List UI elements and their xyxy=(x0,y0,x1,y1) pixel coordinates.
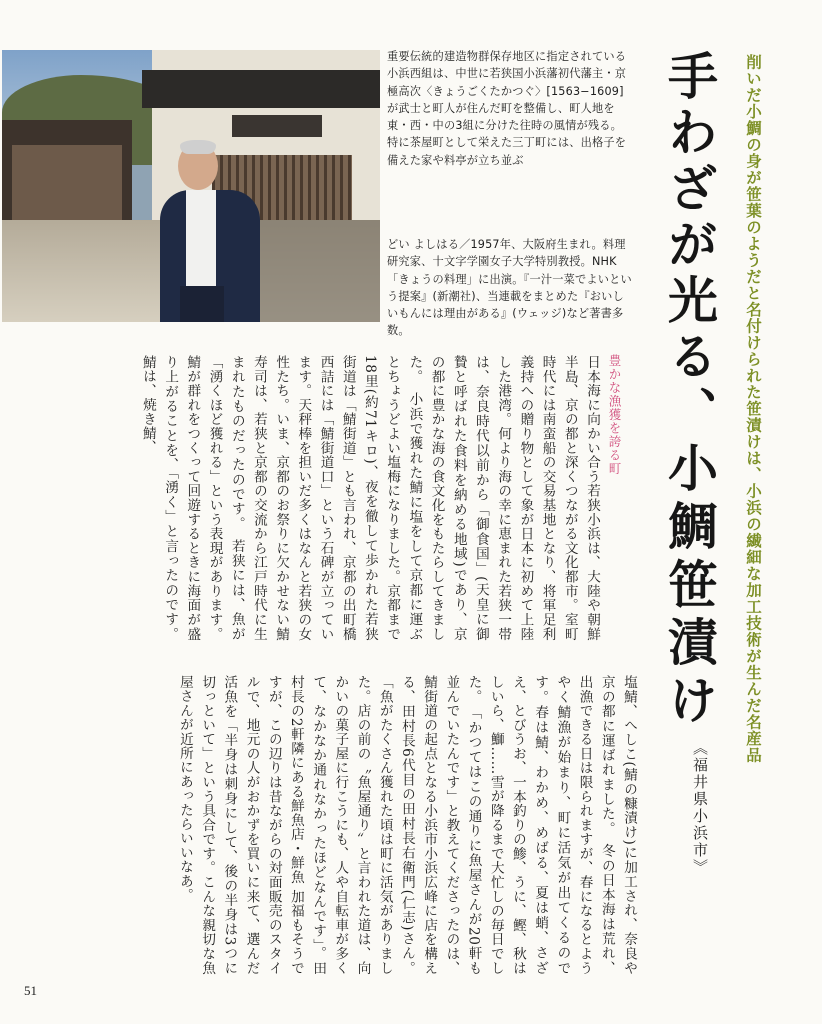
location-label: 《福井県小浜市》 xyxy=(691,740,709,876)
page-number: 51 xyxy=(24,983,37,998)
page-title xyxy=(658,50,720,770)
photo-person-hair xyxy=(180,140,216,154)
title-prefix: 手わざが光る、 xyxy=(660,50,719,442)
tagline: 削いだ小鯛の身が笹葉のようだと名付けられた笹漬けは、小浜の繊細な加工技術が生んだ名産品 xyxy=(744,54,762,764)
photo-roof xyxy=(142,70,380,108)
section-heading: 豊かな漁獲を誇る町 xyxy=(607,354,622,476)
body-column-1: 日本海に向かい合う若狭小浜は、大陸や朝鮮半島、京の都と深くつながる文化都市。室町時代には南蛮船の交易基地となり、将軍足利義持への贈り物として象が日本に初めて上陸した港湾。何より海の幸に恵まれた若狭一帯は、奈良時代以前から「御食国」(天皇に御贄と呼ばれた食料を納める地域)であり、京の都に豊かな海の食文化をもたらしてきました。 小浜で獲れた鯖に塩をして京都に運ぶとちょうどよい塩梅になりました。京都まで18里(約71キロ)、夜を徹して歩かれた若狭街道は「鯖街道」とも言われ、京都の出町橋西詰には「鯖街道口」という石碑が立っています。天秤棒を担いだ多くはなんと若狭の女性たち。いま、京都のお祭りに欠かせない鯖寿司は、若狭と京都の交流から江戸時代に生まれたものだったのです。 若狭には、魚が「湧くほど獲れる」という表現があります。鯖が群れをつくって回遊するときに海面が盛り上がることを、「湧く」と言ったのです。鯖は、焼き鯖、 xyxy=(139,355,600,641)
photo-window xyxy=(232,115,322,137)
photo-building-left-facade xyxy=(12,145,122,220)
title-main: 小鯛笹漬け xyxy=(660,442,719,732)
street-photo xyxy=(2,50,380,322)
photo-person-legs xyxy=(180,286,224,322)
author-bio: どい よしはる／1957年、大阪府生まれ。料理研究家、十文字学園女子大学特別教授。NHK「きょうの料理」に出演。『一汁一菜でよいという提案』(新潮社)、当連載をまとめた『おいしいもんには理由がある』(ウェッジ)など著書多数。 xyxy=(387,238,632,338)
photo-caption: 重要伝統的建造物群保存地区に指定されている小浜西組は、中世に若狭国小浜藩初代藩主・京極高次〈きょうごくたかつぐ〉[1563−1609]が武士と町人が住んだ町を整備し、町人地を東・西・中の3組に分けた往時の風情が残る。特に茶屋町として栄えた三丁町には、出格子を備えた家や料亭が立ち並ぶ xyxy=(387,50,627,167)
body-column-2: 塩鯖、へしこ(鯖の糠漬け)に加工され、奈良や京の都に運ばれました。 冬の日本海は荒れ、出漁できる日は限られますが、春になるとようやく鯖漁が始まり、町に活気が出てくるのです。春は鯖、わかめ、めばる、夏は蛸、さざえ、とびうお、一本釣りの鯵、うに、鰹、秋はしいら、鰤……雪が降るまで大忙しの毎日でした。 「かつてはこの通りに魚屋さんが20軒も並んでいたんです」と教えてくださったのは、鯖街道の起点となる小浜市小浜広峰に店を構える、田村長6代目の田村長右衛門(仁志)さん。「魚がたくさん獲れた頃は町に活気がありました。店の前の〝魚屋通り〟と言われた道は、向かいの菓子屋に行こうにも、人や自転車が多くて、なかなか通れなかったほどなんです」。田村長の2軒隣にある鮮魚店・鮮魚 加福もそうですが、この辺りは昔ながらの対面販売のスタイルで、地元の人がおかずを買いに来て、選んだ活魚を「半身は刺身にして、後の半身は3つに切っといて」という具合です。こんな親切な魚屋さんが近所にあったらいいなあ。 xyxy=(176,675,637,975)
